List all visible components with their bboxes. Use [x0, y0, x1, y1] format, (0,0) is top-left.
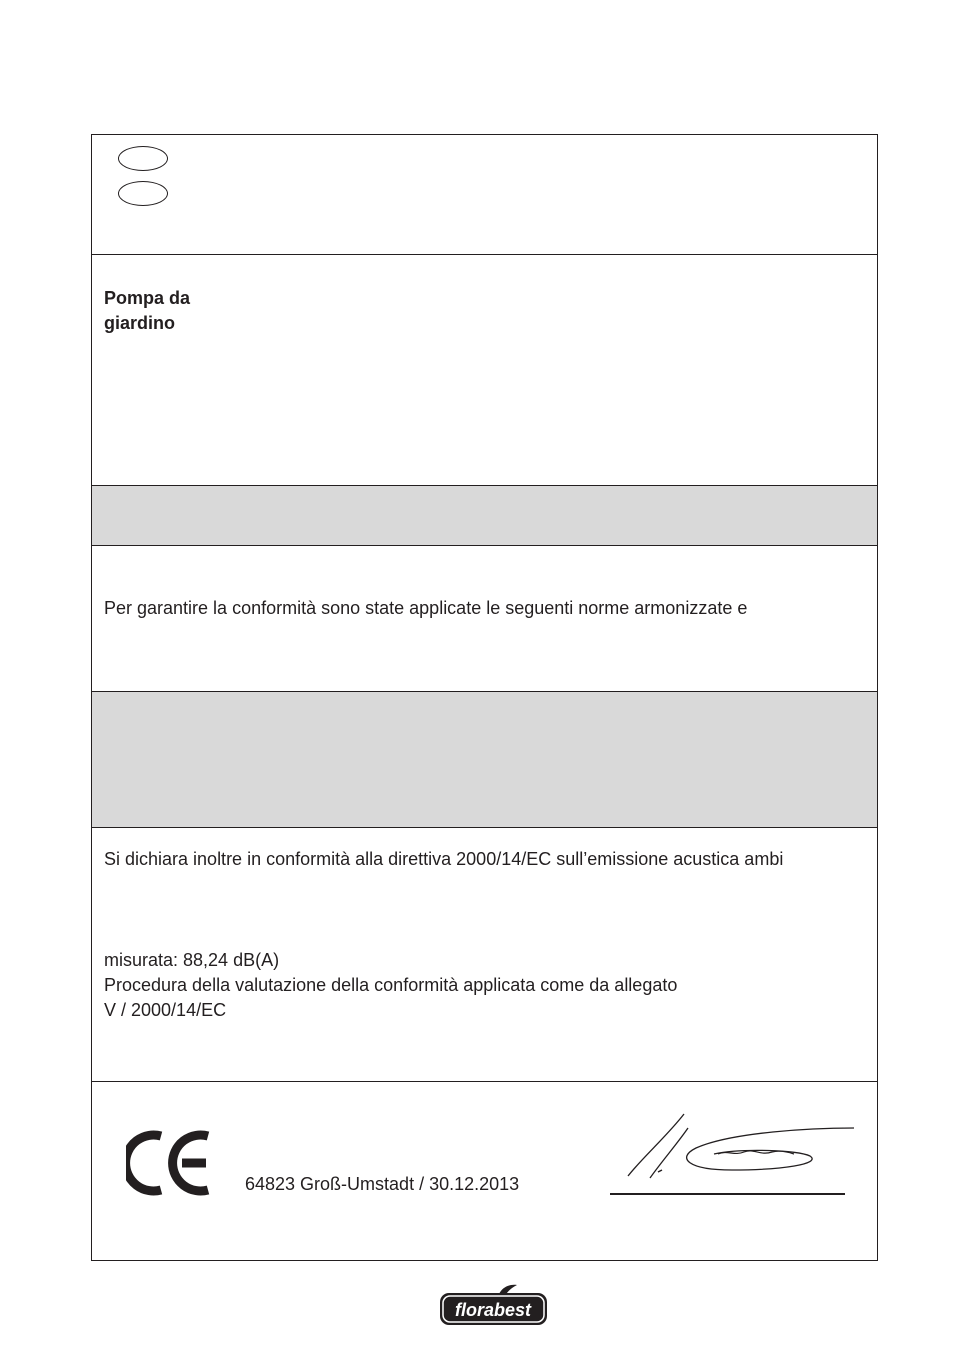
language-oval-top [118, 146, 168, 171]
language-oval-bottom [118, 181, 168, 206]
product-name-line2: giardino [104, 313, 175, 333]
signature-icon [622, 1106, 862, 1186]
signature-section [92, 1081, 877, 1260]
standards-section [92, 545, 877, 691]
logo-text: florabest [454, 1300, 532, 1320]
product-name [104, 286, 190, 336]
standards-text: Per garantire la conformità sono state applicate le seguenti norme armonizzate e [104, 598, 748, 618]
annex-text: V / 2000/14/EC [104, 1000, 227, 1020]
noise-details [104, 948, 677, 1023]
florabest-logo [439, 1284, 548, 1326]
signature-line [610, 1193, 845, 1195]
place-date: 64823 Groß-Umstadt / 30.12.2013 [245, 1174, 520, 1194]
grey-band-1 [92, 485, 877, 545]
declaration-frame [91, 134, 878, 1261]
product-section [92, 254, 877, 485]
noise-declaration-text: Si dichiara inoltre in conformità alla direttiva 2000/14/EC sull’emissione acustica ambi [104, 849, 784, 869]
product-name-line1: Pompa da [104, 288, 191, 308]
procedure-text: Procedura della valutazione della conformità applicata come da allegato [104, 975, 678, 995]
grey-band-2 [92, 691, 877, 827]
header-section [92, 135, 877, 254]
noise-measured: misurata: 88,24 dB(A) [104, 950, 280, 970]
noise-section [92, 827, 877, 1081]
ce-mark-icon [126, 1128, 212, 1196]
